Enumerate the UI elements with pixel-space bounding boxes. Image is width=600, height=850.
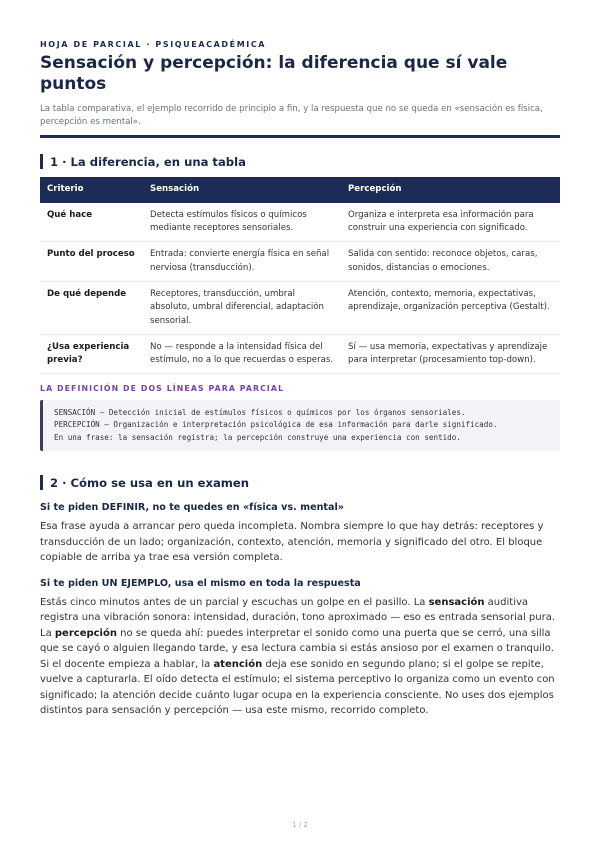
table-row [40,242,560,281]
section-2-heading [40,475,560,490]
table-cell: Organiza e interpreta esa información para construir una experiencia con significado. [341,203,560,242]
table-cell: Detecta estímulos físicos o químicos mediante receptores sensoriales. [143,203,341,242]
section-1-heading [40,154,560,169]
definition-label: LA DEFINICIÓN DE DOS LÍNEAS PARA PARCIAL [40,384,285,394]
bold-term-sensacion: sensación [428,596,485,608]
definition-code-block[interactable]: SENSACIÓN — Detección inicial de estímulos físicos o químicos por los órganos sensoriales. PERCEPCIÓN — Organización e interpretación psicológica de esa información para darle significado. En una frase: la sensación registra; la percepción construye una experiencia con sentido. [40,400,560,451]
table-cell: Receptores, transducción, umbral absoluto, umbral diferencial, adaptación sensorial. [143,281,341,334]
page-subtitle: La tabla comparativa, el ejemplo recorrido de principio a fin, y la respuesta que no se queda en «sensación es física, percepción es mental». [40,104,543,127]
doc-eyebrow: HOJA DE PARCIAL · PSIQUEACADÉMICA [40,40,267,49]
comparison-table [40,177,560,374]
table-header-row [40,177,560,203]
title-divider [40,135,560,138]
text-run: deja ese sonido en segundo plano; si el golpe se repite, vuelve a capturarla. El oído detecta el estímulo; el sistema perceptivo lo organiza como un evento con significado; la atención decide cuánto lugar ocupa en la experiencia consciente. No uses dos ejemplos distintos para sensación y percepción — usa este mismo, recorrido completo. [40,658,555,717]
column-header-sensacion: Sensación [143,177,341,203]
section-accent-bar [40,154,43,169]
subheading-ejemplo: Si te piden UN EJEMPLO, usa el mismo en toda la respuesta [40,577,361,589]
table-cell-criterion: Punto del proceso [40,242,143,281]
paragraph-ejemplo [40,595,560,719]
table-cell: Salida con sentido: reconoce objetos, caras, sonidos, distancias o emociones. [341,242,560,281]
column-header-criterio: Criterio [40,177,143,203]
table-cell: Atención, contexto, memoria, expectativas, aprendizaje, organización perceptiva (Gestalt). [341,281,560,334]
table-row [40,334,560,373]
section-accent-bar [40,475,43,490]
table-row [40,203,560,242]
table-cell: Entrada: convierte energía física en señal nerviosa (transducción). [143,242,341,281]
subheading-definir: Si te piden DEFINIR, no te quedes en «física vs. mental» [40,502,344,514]
page-title: Sensación y percepción: la diferencia que sí vale puntos [40,53,508,94]
paragraph-definir: Esa frase ayuda a arrancar pero queda incompleta. Nombra siempre lo que hay detrás: receptores y transducción de un lado; organización, contexto, atención, memoria y significado del otro. El bloque copiable de arriba ya trae esa versión completa. [40,521,544,564]
table-cell-criterion: ¿Usa experiencia previa? [40,334,143,373]
section-2-title: 2 · Cómo se usa en un examen [50,475,249,490]
column-header-percepcion: Percepción [341,177,560,203]
table-cell-criterion: Qué hace [40,203,143,242]
text-run: auditiva registra una vibración sonora: intensidad, duración, tono aproximado — eso es entrada sensorial pura. La [40,596,556,639]
section-1-title: 1 · La diferencia, en una tabla [50,154,246,169]
table-cell: No — responde a la intensidad física del estímulo, no a lo que recuerdas o esperas. [143,334,341,373]
text-run: Estás cinco minutos antes de un parcial y escuchas un golpe en el pasillo. La [40,596,429,608]
table-cell-criterion: De qué depende [40,281,143,334]
bold-term-atencion: atención [213,658,263,670]
table-cell: Sí — usa memoria, expectativas y aprendizaje para interpretar (procesamiento top-down). [341,334,560,373]
bold-term-percepcion: percepción [54,627,117,639]
page-number: 1 / 2 [292,821,308,829]
text-run: no se queda ahí: puedes interpretar el sonido como una puerta que se cerró, una silla que se cayó o alguien llegando tarde, y esa lectura cambia si estás ansioso por el examen o tranquilo. Si el docente empieza a hablar, la [40,627,554,670]
table-row [40,281,560,334]
